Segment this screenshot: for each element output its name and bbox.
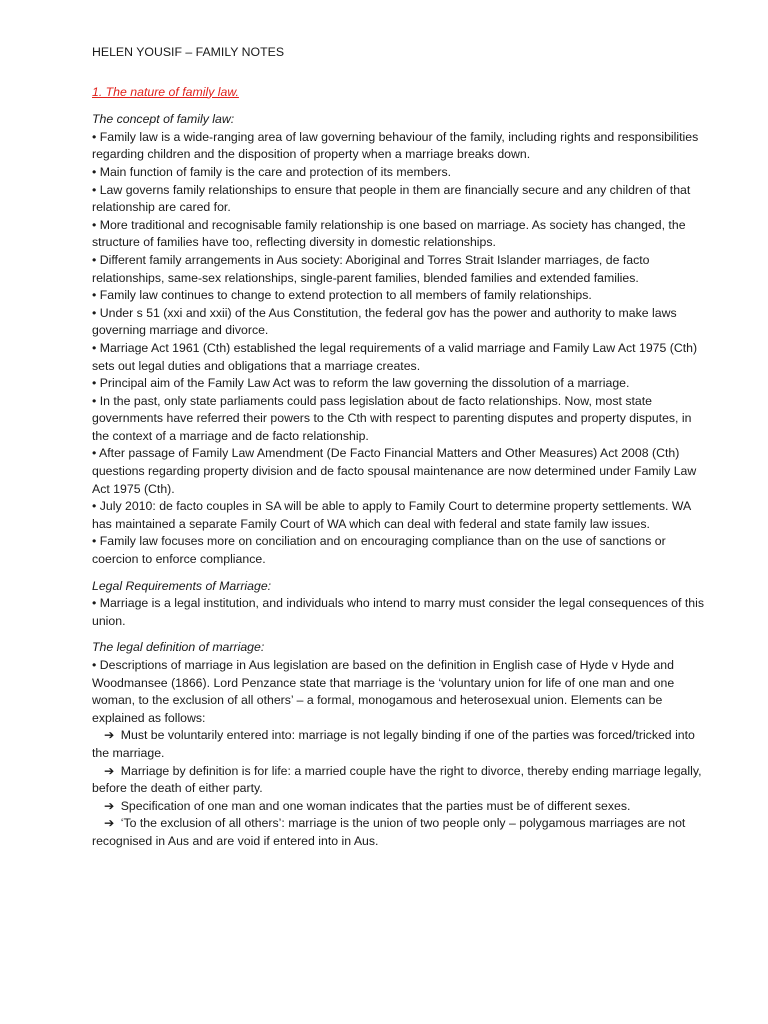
legal-definition-heading: The legal definition of marriage: — [92, 640, 265, 655]
arrow-point-text: Must be voluntarily entered into: marriage is not legally binding if one of the parties was forced/tricked into the marriage. — [92, 728, 695, 760]
bullet-item: • After passage of Family Law Amendment (De Facto Financial Matters and Other Measures) Act 2008 (Cth) questions regarding property division and de facto spousal maintenance are now determined under Family Law Act 1975 (Cth). — [92, 446, 697, 496]
legal-definition-section — [92, 639, 708, 850]
legal-definition-intro: • Descriptions of marriage in Aus legislation are based on the definition in English case of Hyde v Hyde and Woodmansee (1866). Lord Penzance state that marriage is the ‘voluntary union for life of one man and one woman, to the exclusion of all others’ – a formal, monogamous and heterosexual union. Elements can be explained as follows: — [92, 658, 675, 725]
legal-requirements-section — [92, 578, 708, 631]
bullet-item: • More traditional and recognisable family relationship is one based on marriage. As society has changed, the structure of families have too, reflecting diversity in domestic relationships. — [92, 217, 686, 250]
arrow-icon: ➔ — [104, 763, 115, 778]
bullet-item: • July 2010: de facto couples in SA will be able to apply to Family Court to determine property settlements. WA has maintained a separate Family Court of WA which can deal with federal and state family law issues. — [92, 499, 691, 531]
document-header: HELEN YOUSIF – FAMILY NOTES — [92, 45, 285, 59]
arrow-icon: ➔ — [104, 798, 115, 813]
concept-section — [92, 111, 708, 568]
bullet-item: • Under s 51 (xxi and xxii) of the Aus Constitution, the federal gov has the power and authority to make laws governing marriage and divorce. — [92, 305, 677, 338]
arrow-icon: ➔ — [104, 816, 115, 831]
arrow-icon: ➔ — [104, 728, 115, 743]
bullet-item: • Main function of family is the care and protection of its members. — [92, 164, 452, 179]
concept-heading: The concept of family law: — [92, 112, 235, 127]
legal-requirements-heading: Legal Requirements of Marriage: — [92, 578, 272, 593]
bullet-item: • In the past, only state parliaments could pass legislation about de facto relationships. Now, most state governments have referred their powers to the Cth with respect to parenting disputes and property disputes, in the context of a marriage and de facto relationship. — [92, 393, 692, 443]
arrow-point — [92, 763, 708, 798]
bullet-item: • Law governs family relationships to ensure that people in them are financially secure and any children of that relationship are cared for. — [92, 182, 691, 215]
bullet-item: • Family law continues to change to extend protection to all members of family relationships. — [92, 288, 592, 303]
bullet-item: • Family law is a wide-ranging area of law governing behaviour of the family, including rights and responsibilities regarding children and the disposition of property when a marriage breaks down. — [92, 129, 699, 162]
arrow-point — [92, 727, 708, 762]
bullet-item: • Principal aim of the Family Law Act was to reform the law governing the dissolution of a marriage. — [92, 376, 630, 391]
arrow-point-text: ‘To the exclusion of all others’: marriage is the union of two people only – polygamous marriages are not recognised in Aus and are void if entered into in Aus. — [92, 816, 686, 848]
bullet-item: • Family law focuses more on conciliation and on encouraging compliance than on the use of sanctions or coercion to enforce compliance. — [92, 534, 666, 567]
arrow-point — [92, 815, 708, 850]
section-title: 1. The nature of family law. — [92, 84, 239, 99]
bullet-item: • Marriage is a legal institution, and individuals who intend to marry must consider the legal consequences of this union. — [92, 596, 704, 628]
arrow-point — [92, 798, 708, 816]
bullet-item: • Marriage Act 1961 (Cth) established the legal requirements of a valid marriage and Family Law Act 1975 (Cth) sets out legal duties and obligations that a marriage creates. — [92, 340, 698, 373]
arrow-point-text: Specification of one man and one woman indicates that the parties must be of different sexes. — [120, 798, 631, 813]
bullet-item: • Different family arrangements in Aus society: Aboriginal and Torres Strait Islander marriages, de facto relationships, same-sex relationships, single-parent families, blended families and extended families. — [92, 252, 650, 285]
arrow-point-text: Marriage by definition is for life: a married couple have the right to divorce, thereby ending marriage legally, before the death of either party. — [92, 763, 702, 796]
